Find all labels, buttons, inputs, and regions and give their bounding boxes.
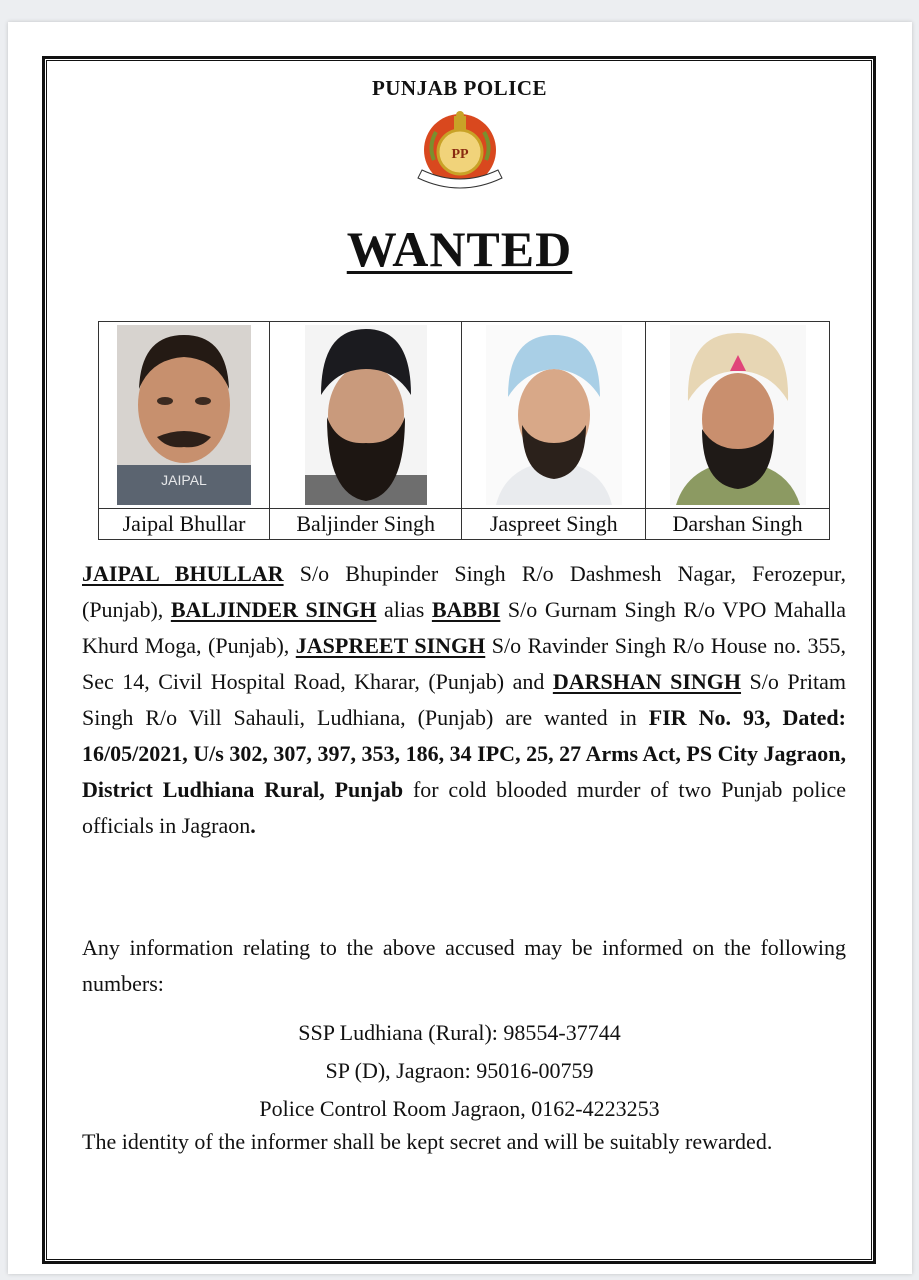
wanted-heading: WANTED <box>346 221 573 277</box>
svg-text:PP: PP <box>451 147 469 162</box>
accused-photo-table <box>98 321 830 540</box>
informer-note: The identity of the informer shall be kept secret and will be suitably rewarded. <box>82 1129 773 1154</box>
contact-control-room: Police Control Room Jagraon, 0162-4223253 <box>259 1096 660 1121</box>
photo-jaipal-bhullar <box>117 325 251 505</box>
accused-name-4: Darshan Singh <box>646 509 830 540</box>
organization-name: PUNJAB POLICE <box>371 76 548 100</box>
photo-darshan-singh <box>670 325 806 505</box>
accused-name-baljinder-singh: BALJINDER SINGH <box>170 597 377 622</box>
accused-details-paragraph <box>82 556 846 844</box>
accused-name-jaipal-bhullar: JAIPAL BHULLAR <box>82 561 284 586</box>
information-request: Any information relating to the above accused may be informed on the following numbers: <box>82 935 846 996</box>
photo-caption-jaipal: JAIPAL <box>161 472 207 488</box>
contact-ssp-ludhiana: SSP Ludhiana (Rural): 98554-37744 <box>298 1020 621 1045</box>
accused-details-text: S/o Pritam Singh R/o Vill Sahauli, Ludhiana, (Punjab) are wanted in <box>82 669 847 730</box>
accused-details-text: S/o Ravinder Singh R/o House no. 355, Sec 14, Civil Hospital Road, Kharar, (Punjab) and <box>82 633 847 694</box>
accused-alias-babbi: BABBI <box>431 597 501 622</box>
photo-cell-2 <box>270 322 462 509</box>
accused-details-text: for cold blooded murder of two Punjab police officials in Jagraon <box>82 777 846 838</box>
accused-name-darshan-singh: DARSHAN SINGH <box>552 669 742 694</box>
accused-name-2: Baljinder Singh <box>270 509 462 540</box>
accused-name-jaspreet-singh: JASPREET SINGH <box>295 633 486 658</box>
photo-baljinder-singh <box>305 325 427 505</box>
accused-details-text: S/o Bhupinder Singh R/o Dashmesh Nagar, Ferozepur, (Punjab), <box>82 561 846 622</box>
photo-cell-3 <box>462 322 646 509</box>
accused-details-text: alias <box>376 597 432 622</box>
sentence-end: . <box>250 813 256 838</box>
accused-details-text: S/o Gurnam Singh R/o VPO Mahalla Khurd Moga, (Punjab), <box>82 597 846 658</box>
photo-jaspreet-singh <box>486 325 622 505</box>
fir-details: FIR No. 93, Dated: 16/05/2021, U/s 302, 307, 397, 353, 186, 34 IPC, 25, 27 Arms Act, PS City Jagraon, District Ludhiana Rural, Punjab <box>82 705 846 802</box>
contact-sp-jagraon: SP (D), Jagraon: 95016-00759 <box>325 1058 594 1083</box>
contact-numbers <box>0 1014 919 1128</box>
photo-cell-4 <box>646 322 830 509</box>
accused-name-3: Jaspreet Singh <box>462 509 646 540</box>
punjab-police-emblem-icon <box>414 110 506 200</box>
photo-cell-1 <box>99 322 270 509</box>
accused-name-1: Jaipal Bhullar <box>99 509 270 540</box>
